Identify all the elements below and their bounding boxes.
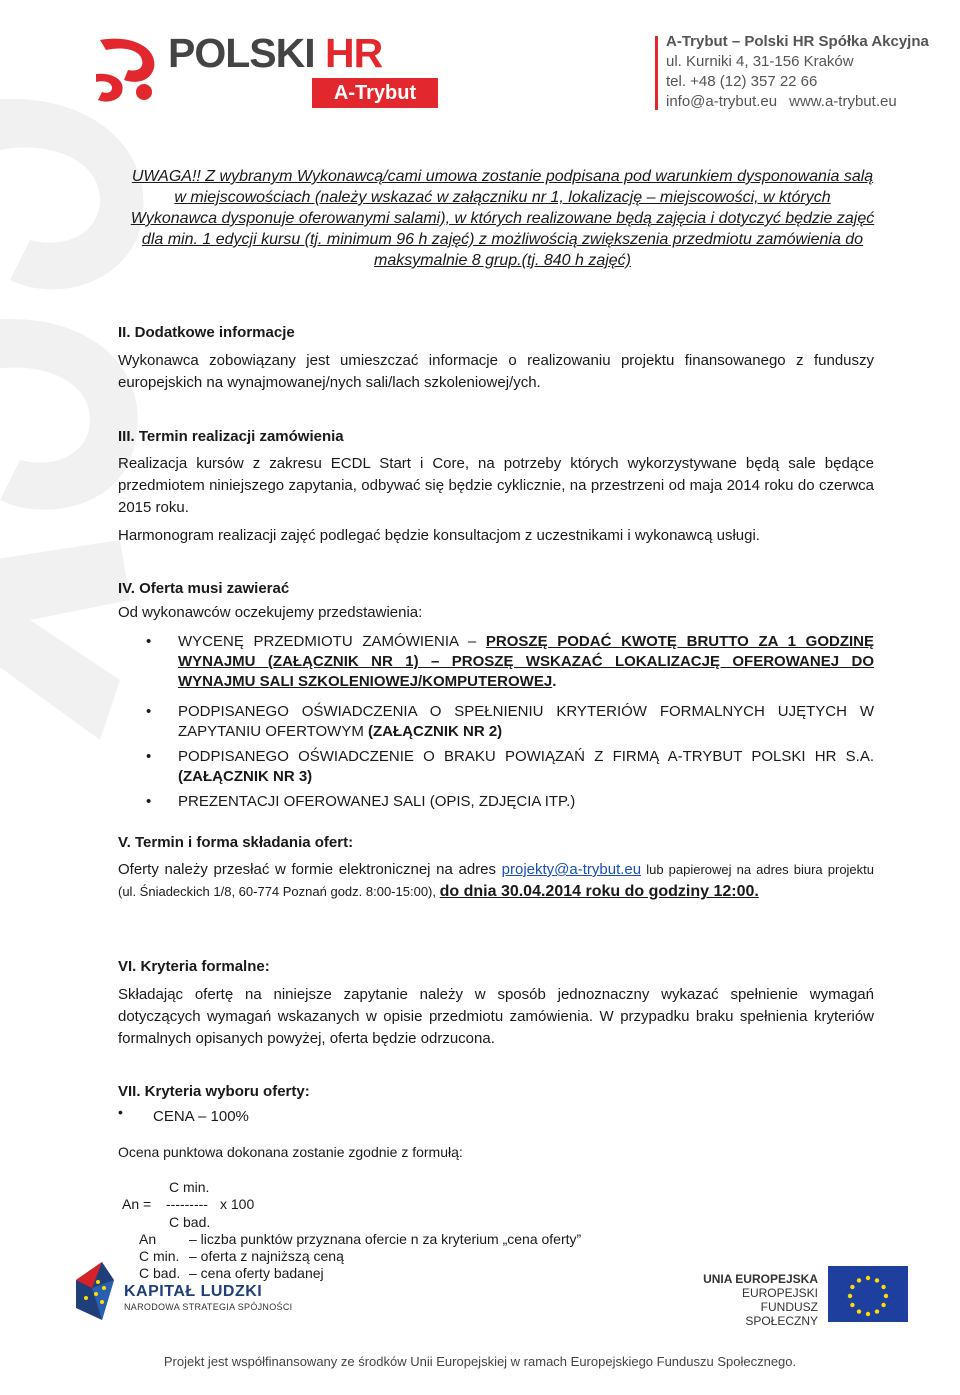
bullet: • xyxy=(146,703,152,720)
company-email[interactable]: info@a-trybut.eu xyxy=(666,93,778,110)
section-7-title: VII. Kryteria wyboru oferty: xyxy=(118,1083,310,1100)
polski-hr-logo-icon xyxy=(92,34,162,106)
kapital-ludzki-subtitle: NARODOWA STRATEGIA SPÓJNOŚCI xyxy=(124,1302,293,1312)
company-street: ul. Kurniki 4, 31-156 Kraków xyxy=(666,53,854,70)
legend-an-value: – liczba punktów przyznana ofercie n za kryterium „cena oferty” xyxy=(189,1231,582,1247)
item-1-end: . xyxy=(552,673,557,690)
legend-an-key: An xyxy=(139,1231,157,1247)
eu-text-block xyxy=(700,1272,818,1328)
criterion-bullet: • xyxy=(118,1104,123,1120)
company-phone: tel. +48 (12) 357 22 66 xyxy=(666,73,818,90)
section-5-text-a: Oferty należy przesłać w formie elektronicznej na adres xyxy=(118,861,502,878)
section-6-text: Składając ofertę na niniejsze zapytanie należy w sposób jednoznaczny wykazać spełnienie wymagań dotyczących wymagań wskazanych w opisie przedmiotu zamówienia. W przypadku braku spełnienia kryteriów formalnych opisanych powyżej, oferta będzie odrzucona. xyxy=(118,986,874,1047)
legend-cmin-key: C min. xyxy=(139,1248,180,1264)
formula-lhs: An = xyxy=(122,1196,152,1212)
footer-cofinancing-note: Projekt jest współfinansowany ze środków Unii Europejskiej w ramach Europejskiego Funduszu Społecznego. xyxy=(163,1354,797,1369)
legend-cbad-value: – cena oferty badanej xyxy=(189,1265,324,1281)
item-2-text: PODPISANEGO OŚWIADCZENIA O SPEŁNIENIU KRYTERIÓW FORMALNYCH UJĘTYCH W ZAPYTANIU OFERTOWYM xyxy=(178,703,874,740)
item-3-attachment: (ZAŁĄCZNIK NR 3) xyxy=(178,768,313,785)
list-item xyxy=(118,747,874,787)
eu-union-label: UNIA EUROPEJSKA xyxy=(703,1272,818,1286)
legend-cmin-value: – oferta z najniższą ceną xyxy=(189,1248,344,1264)
item-3-text: PODPISANEGO OŚWIADCZENIE O BRAKU POWIĄZAŃ Z FIRMĄ A-TRYBUT POLSKI HR S.A. xyxy=(178,748,874,765)
deadline: do dnia 30.04.2014 roku do godziny 12:00. xyxy=(439,883,759,900)
item-1-emphasis: PROSZĘ PODAĆ KWOTĘ BRUTTO ZA 1 GODZINĘ WYNAJMU (ZAŁĄCZNIK NR 1) – PROSZĘ WSKAZAĆ LOKALIZACJĘ OFEROWANEJ DO WYNAJMU SALI SZKOLENIOWEJ/KOMPUTEROWEJ xyxy=(178,633,874,690)
bullet: • xyxy=(146,633,152,650)
formula-denominator: C bad. xyxy=(169,1214,211,1230)
bullet: • xyxy=(146,793,152,810)
section-2-text: Wykonawca zobowiązany jest umieszczać informacje o realizowaniu projektu finansowanego z funduszy europejskich na wynajmowanej/nych sali/lach szkoleniowej/ych. xyxy=(118,352,874,391)
section-3-schedule-note: Harmonogram realizacji zajęć podlegać będzie konsultacjom z uczestnikami i wykonawcą usługi. xyxy=(118,527,760,544)
item-1-text: WYCENĘ PRZEDMIOTU ZAMÓWIENIA – xyxy=(178,633,486,650)
kapital-ludzki-name: KAPITAŁ LUDZKI xyxy=(124,1283,263,1300)
formula-multiplier: x 100 xyxy=(220,1196,255,1212)
list-item xyxy=(118,702,874,742)
kapital-ludzki-logo-icon xyxy=(72,1258,118,1324)
section-4-intro: Od wykonawców oczekujemy przedstawienia: xyxy=(118,604,423,621)
list-item xyxy=(118,792,874,812)
item-4-text: PREZENTACJI OFEROWANEJ SALI (OPIS, ZDJĘCIA ITP.) xyxy=(178,793,576,810)
logo-text-polski: POLSKI xyxy=(168,30,315,76)
logo-name xyxy=(168,30,382,77)
section-4-title: IV. Oferta musi zawierać xyxy=(118,580,290,597)
address-divider xyxy=(655,36,658,110)
legend-cbad-key: C bad. xyxy=(139,1265,181,1281)
criterion-price: CENA – 100% xyxy=(153,1108,249,1125)
section-5-title: V. Termin i forma składania ofert: xyxy=(118,834,354,851)
section-3-text: Realizacja kursów z zakresu ECDL Start i Core, na potrzeby których wykorzystywane będą sale będące przedmiotem niniejszego zapytania, odbywać się będzie cyklicznie, na przestrzeni od maja 2014 roku do czerwca 2015 roku. xyxy=(118,455,874,516)
section-2-title: II. Dodatkowe informacje xyxy=(118,324,295,341)
company-address-block xyxy=(666,32,929,112)
section-6-title: VI. Kryteria formalne: xyxy=(118,958,270,975)
logo-text-hr: HR xyxy=(325,30,383,76)
formula-fraction-bar: --------- xyxy=(166,1196,208,1212)
eu-fund-label-1: EUROPEJSKI xyxy=(741,1286,818,1300)
eu-fund-label-2: FUNDUSZ SPOŁECZNY xyxy=(745,1300,818,1328)
list-item xyxy=(118,632,874,692)
section-3-title: III. Termin realizacji zamówienia xyxy=(118,428,344,445)
formula-intro: Ocena punktowa dokonana zostanie zgodnie z formułą: xyxy=(118,1144,463,1160)
email-link[interactable]: projekty@a-trybut.eu xyxy=(501,861,642,878)
bullet: • xyxy=(146,748,152,765)
offer-requirements-list xyxy=(118,632,874,812)
eu-flag-icon xyxy=(828,1266,908,1322)
section-5-text xyxy=(118,859,874,903)
formula-numerator: C min. xyxy=(169,1179,210,1195)
warning-note: UWAGA!! Z wybranym Wykonawcą/cami umowa zostanie podpisana pod warunkiem dysponowania salą w miejscowościach (należy wskazać w załączniku nr 1, lokalizację – miejscowości, w których Wykonawca dysponuje oferowanymi salami), w których realizowane będą zajęcia i dotyczyć będzie zajęć dla min. 1 edycji kursu (tj. minimum 96 h zajęć) z możliwością zwiększenia przedmiotu zamówienia do maksymalnie 8 grup.(tj. 840 h zajęć) xyxy=(130,168,875,269)
company-name: A-Trybut – Polski HR Spółka Akcyjna xyxy=(666,33,929,50)
section-5-text-b: lub papierowej na adres biura projektu (ul. Śniadeckich 1/8, 60-774 Poznań godz. 8:00-15:00), xyxy=(118,862,875,899)
item-2-attachment: (ZAŁĄCZNIK NR 2) xyxy=(368,723,503,740)
logo-subtitle: A-Trybut xyxy=(312,78,438,108)
company-website[interactable]: www.a-trybut.eu xyxy=(789,93,897,110)
